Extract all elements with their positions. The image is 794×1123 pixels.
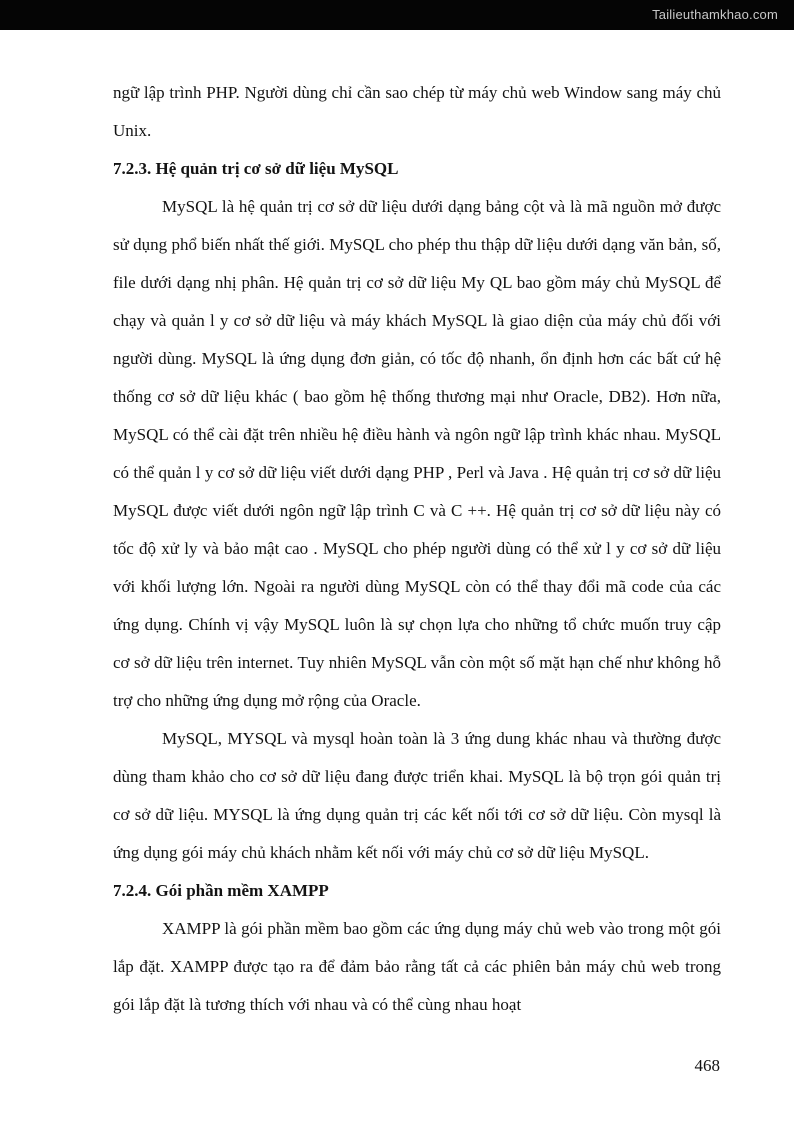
- body-paragraph: XAMPP là gói phần mềm bao gồm các ứng dụng máy chủ web vào trong một gói lắp đặt. XAMPP được tạo ra để đảm bảo rằng tất cả các phiên bản máy chủ web trong gói lắp đặt là tương thích với nhau và có thể cùng nhau hoạt: [113, 919, 721, 1014]
- section-heading: 7.2.3. Hệ quản trị cơ sở dữ liệu MySQL: [113, 159, 399, 178]
- body-paragraph: MySQL, MYSQL và mysql hoàn toàn là 3 ứng dung khác nhau và thường được dùng tham khảo cho cơ sở dữ liệu đang được triển khai. MySQL là bộ trọn gói quản trị cơ sở dữ liệu. MYSQL là ứng dụng quản trị các kết nối tới cơ sở dữ liệu. Còn mysql là ứng dụng gói máy chủ khách nhằm kết nối với máy chủ cơ sở dữ liệu MySQL.: [113, 729, 721, 862]
- watermark-text: Tailieuthamkhao.com: [652, 7, 778, 22]
- top-banner: [0, 0, 794, 30]
- body-paragraph: ngữ lập trình PHP. Người dùng chỉ cần sao chép từ máy chủ web Window sang máy chủ Unix.: [113, 83, 721, 140]
- page-number: 468: [694, 1056, 720, 1075]
- document-content: [113, 74, 721, 1024]
- body-paragraph: MySQL là hệ quản trị cơ sở dữ liệu dưới dạng bảng cột và là mã nguồn mở được sử dụng phổ biến nhất thế giới. MySQL cho phép thu thập dữ liệu dưới dạng văn bản, số, file dưới dạng nhị phân. Hệ quản trị cơ sở dữ liệu My QL bao gồm máy chủ MySQL để chạy và quản l y cơ sở dữ liệu và máy khách MySQL là giao diện của máy chủ đối với người dùng. MySQL là ứng dụng đơn giản, có tốc độ nhanh, ổn định hơn các bất cứ hệ thống cơ sở dữ liệu khác ( bao gồm hệ thống thương mại như Oracle, DB2). Hơn nữa, MySQL có thể cài đặt trên nhiều hệ điều hành và ngôn ngữ lập trình khác nhau. MySQL có thể quản l y cơ sở dữ liệu viết dưới dạng PHP , Perl và Java . Hệ quản trị cơ sở dữ liệu MySQL được viết dưới ngôn ngữ lập trình C và C ++. Hệ quản trị cơ sở dữ liệu này có tốc độ xử ly và bảo mật cao . MySQL cho phép người dùng có thể xử l y cơ sở dữ liệu với khối lượng lớn. Ngoài ra người dùng MySQL còn có thể thay đổi mã code của các ứng dụng. Chính vị vậy MySQL luôn là sự chọn lựa cho những tổ chức muốn truy cập cơ sở dữ liệu trên internet. Tuy nhiên MySQL vẫn còn một số mặt hạn chế như không hỗ trợ cho những ứng dụng mở rộng của Oracle.: [113, 197, 721, 710]
- section-heading: 7.2.4. Gói phần mềm XAMPP: [113, 881, 329, 900]
